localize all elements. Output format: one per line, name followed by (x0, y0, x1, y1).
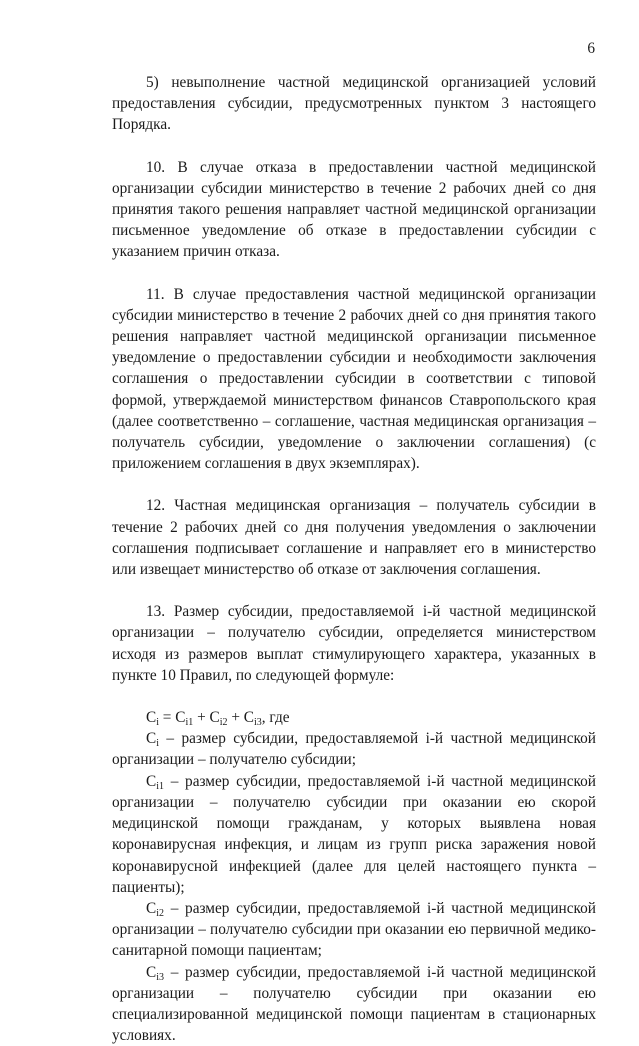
definition-symbol: C (146, 772, 157, 790)
subsidy-formula: $C_i = C_{i1} + C_{i2} + C_{i3}$, где (146, 709, 290, 729)
formula-lhs-sub: i (156, 717, 159, 729)
formula-term-2-sub: i2 (219, 717, 228, 729)
paragraph-11: 11. В случае предоставления частной медицинской организации субсидии министерство в течение 2 рабочих дней со дня принятия такого решения направляет частной медицинской организации письменное уведомление о предоставлении субсидии и необходимости заключения соглашения о предоставлении субсидии в соответствии с типовой формой, утверждаемой министерством финансов Ставропольского края (далее соответственно – соглашение, частная медицинская организация – получатель субсидии, уведомление о заключении соглашения) (с приложением соглашения в двух экземплярах). (112, 285, 596, 473)
definition-symbol: C (146, 730, 157, 748)
definition-symbol: C (146, 963, 157, 981)
definition-ci1 (112, 771, 596, 898)
definition-text: – размер субсидии, предоставляемой i-й частной медицинской организации – получателю субсидии при оказании ею скорой медицинской помощи гражданам, у которых выявлена новая коронавирусная инфекция, и лицам из групп риска заражения новой коронавирусной инфекцией (далее для целей настоящего пункта – пациенты); (112, 772, 596, 896)
definition-symbol: C (146, 899, 157, 917)
formula-term-2: C (209, 709, 220, 727)
formula-tail: , где (261, 709, 290, 727)
definition-symbol-sub: i3 (156, 971, 164, 983)
definition-ci2 (112, 898, 596, 962)
formula-term-3-sub: i3 (254, 717, 262, 729)
page-number: 6 (587, 40, 595, 57)
definition-text: – размер субсидии, предоставляемой i-й частной медицинской организации – получателю субсидии при оказании ею специализированной медицинской помощи пациентам в стационарных условиях. (112, 963, 596, 1045)
formula-term-3: C (243, 709, 254, 727)
definition-ci3 (112, 962, 596, 1046)
document-body (112, 72, 596, 1046)
definition-symbol-sub: i2 (156, 907, 164, 919)
formula-term-1-sub: i1 (185, 717, 194, 729)
formula-term-1: C (175, 709, 186, 727)
definition-ci (112, 728, 596, 770)
paragraph-12: 12. Частная медицинская организация – получатель субсидии в течение 2 рабочих дней со дня получения уведомления о заключении соглашения подписывает соглашение и направляет его в министерство или извещает министерство об отказе от заключения соглашения. (112, 497, 596, 579)
definition-symbol-sub: i1 (156, 780, 164, 792)
definition-text: – размер субсидии, предоставляемой i-й частной медицинской организации – получателю субсидии при оказании ею первичной медико-санитарной помощи пациентам; (112, 899, 596, 960)
formula-lhs: C (146, 709, 157, 727)
paragraph-13: 13. Размер субсидии, предоставляемой i-й частной медицинской организации – получателю субсидии, определяется министерством исходя из размеров выплат стимулирующего характера, указанных в пункте 10 Правил, по следующей формуле: (112, 603, 596, 684)
paragraph-item-5: 5) невыполнение частной медицинской организацией условий предоставления субсидии, предусмотренных пунктом 3 настоящего Порядка. (112, 74, 596, 134)
definition-symbol-sub: i (156, 738, 159, 750)
definition-text: – размер субсидии, предоставляемой i-й частной медицинской организации – получателю субсидии; (112, 730, 596, 769)
paragraph-10: 10. В случае отказа в предоставлении частной медицинской организации субсидии министерство в течение 2 рабочих дней со дня принятия такого решения направляет частной медицинской организации письменное уведомление об отказе в предоставлении субсидии с указанием причин отказа. (112, 158, 596, 261)
